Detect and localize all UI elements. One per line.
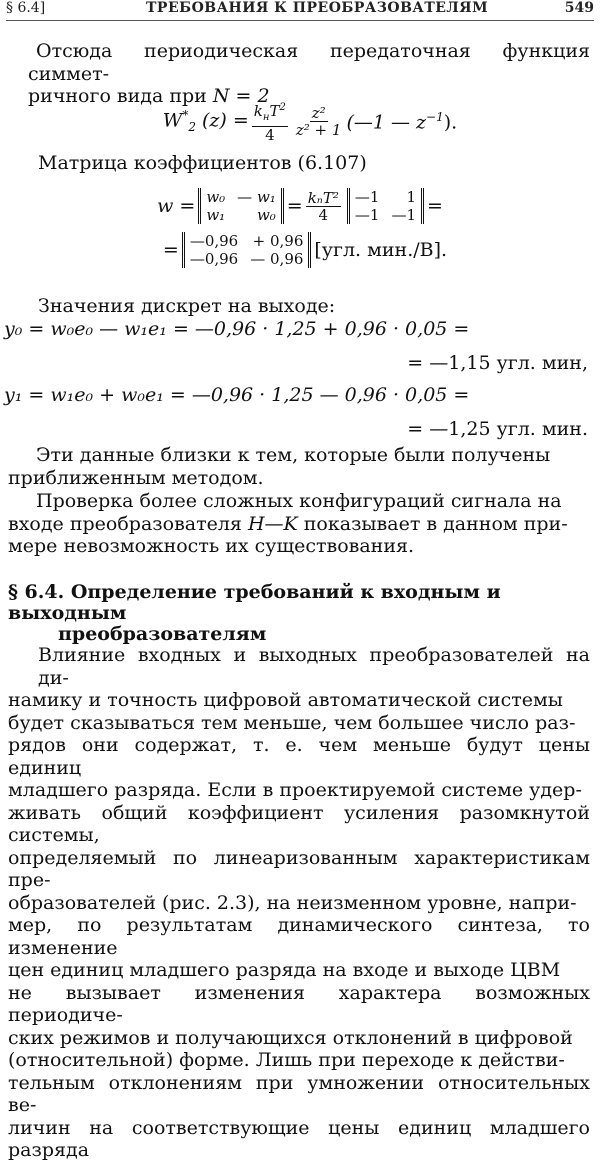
verification-line-2b: показывает в данном при- <box>297 512 568 535</box>
matrix-numeric-cell: —0,96 <box>189 232 239 250</box>
paragraph-intro <box>28 40 590 108</box>
influence-line: образователей (рис. 2.3), на неизменном уровне, напри- <box>8 891 577 914</box>
fraction-k-t2 <box>252 100 288 143</box>
header-section: § 6.4] <box>6 0 46 16</box>
intro-line-1: Отсюда периодическая передаточная функция симмет- <box>28 40 590 85</box>
influence-line: цен единиц младшего разряда на входе и выходе ЦВМ <box>8 959 561 981</box>
frac1-t: T <box>269 102 280 120</box>
matrix-lhs: w = <box>157 195 196 217</box>
header-title: ТРЕБОВАНИЯ К ПРЕОБРАЗОВАТЕЛЯМ <box>146 0 489 16</box>
section-heading-line-2: преобразователям <box>58 623 267 645</box>
y0-line-1: y₀ = w₀e₀ — w₁e₁ = —0,96 · 1,25 + 0,96 · 0,05 = <box>4 318 470 340</box>
formula-numeric-matrix <box>145 232 465 268</box>
verification-line-3: мере невозможность их существования. <box>8 535 415 557</box>
formula-w2 <box>150 100 470 143</box>
frac1-k-sub: н <box>262 112 270 123</box>
matrix-frac-num: kₙT² <box>307 188 339 207</box>
header-rule <box>6 20 594 21</box>
matrix-numeric <box>182 232 312 268</box>
matrix-eq-sign: = <box>286 195 303 217</box>
y1-line-1: y₁ = w₁e₀ + w₀e₁ = —0,96 · 1,25 — 0,96 · 0,05 = <box>4 384 470 406</box>
page-number: 549 <box>564 0 594 16</box>
matrix-fraction <box>306 190 341 223</box>
influence-line: будет сказываться тем меньше, чем большее число раз- <box>8 711 576 734</box>
verification-line-1: Проверка более сложных конфигураций сигнала на <box>36 490 562 512</box>
intro-math-n: N = 2 <box>212 85 270 107</box>
section-heading <box>8 582 590 645</box>
matrix-numeric-cell: —0,96 <box>189 250 239 268</box>
formula-w-matrix <box>135 188 465 224</box>
matrix-signs-cell: —1 <box>391 206 416 224</box>
influence-line: рядов они содержат, т. е. чем меньше будут цены единиц <box>8 734 590 779</box>
influence-line: мер, по результатам динамического синтеза, то изменение <box>8 914 590 959</box>
formula-w-symbol: W <box>162 109 183 132</box>
frac1-den: 4 <box>265 126 275 144</box>
intro-line-2-text: ричного вида при <box>28 85 213 107</box>
matrix-w-cell: — w₁ <box>237 188 276 206</box>
frac1-k: k <box>253 102 263 120</box>
matrix-signs-cell: —1 <box>354 206 380 224</box>
influence-line: определяемый по линеаризованным характеристикам пре- <box>8 846 590 891</box>
formula-rest: (—1 — z <box>346 111 427 134</box>
frac1-t-sup: 2 <box>279 102 286 113</box>
paragraph-matrix-intro: Матрица коэффициентов (6.107) <box>38 152 367 174</box>
matrix-frac-den: 4 <box>318 205 329 224</box>
y0-line-2: = —1,15 угл. мин, <box>407 352 588 374</box>
matrix-signs-cell: —1 <box>354 188 380 206</box>
numeric-eq-sign: = <box>162 239 179 261</box>
formula-w-sub: 2 <box>188 120 196 135</box>
influence-line: ских режимов и получающихся отклонений в цифровой <box>8 1026 573 1049</box>
verification-hk: H—K <box>247 512 298 535</box>
matrix-w-cell: w₁ <box>206 206 226 224</box>
close-data-line-1: Эти данные близки к тем, которые были получены <box>36 444 551 466</box>
matrix-numeric-cell: + 0,96 <box>252 232 304 250</box>
influence-line: Влияние входных и выходных преобразователей на ди- <box>38 644 590 689</box>
formula-w-sup: * <box>182 108 189 123</box>
matrix-signs <box>347 188 424 224</box>
fraction-z <box>294 105 344 138</box>
matrix-numeric-cell: — 0,96 <box>250 250 304 268</box>
paragraph-discrete-values: Значения дискрет на выходе: <box>38 295 336 317</box>
influence-line: младшего разряда. Если в проектируемой системе удер- <box>8 779 582 801</box>
matrix-w-cell: w₀ <box>256 206 276 224</box>
influence-line: намику и точность цифровой автоматической системы <box>8 689 563 711</box>
section-heading-line-1: § 6.4. Определение требований к входным и выходным <box>8 581 501 624</box>
formula-rest-sup: −1 <box>426 109 444 124</box>
matrix-end-eq: = <box>427 195 443 217</box>
verification-line-2 <box>8 513 590 536</box>
formula-rest-end: ). <box>443 111 458 134</box>
matrix-signs-cell: 1 <box>406 188 416 206</box>
y0-equation <box>4 318 588 374</box>
paragraph-verification <box>8 490 590 558</box>
paragraph-close-data <box>8 444 590 489</box>
influence-line: (относительной) форме. Лишь при переходе к действи- <box>8 1049 565 1071</box>
matrix-w <box>198 188 283 224</box>
running-header <box>6 0 594 20</box>
y1-equation <box>4 384 588 440</box>
formula-arg: (z) = <box>202 109 249 132</box>
matrix-unit: [угл. мин./В]. <box>314 239 448 261</box>
influence-line: не вызывает изменения характера возможных периодиче- <box>8 981 590 1026</box>
matrix-w-cell: w₀ <box>206 188 226 206</box>
y1-line-2: = —1,25 угл. мин. <box>407 418 588 440</box>
verification-line-2a: входе преобразователя <box>8 512 248 535</box>
frac2-num: z² <box>311 104 326 122</box>
influence-line: тельным отклонениям при умножении относительных ве- <box>8 1071 590 1116</box>
paragraph-influence <box>8 644 590 1162</box>
close-data-line-2: приближенным методом. <box>8 466 264 489</box>
frac2-den: z² + 1 <box>295 121 342 139</box>
influence-line: личин на соответствующие цены единиц младшего разряда <box>8 1116 590 1161</box>
influence-line: живать общий коэффициент усиления разомкнутой системы, <box>8 801 590 846</box>
